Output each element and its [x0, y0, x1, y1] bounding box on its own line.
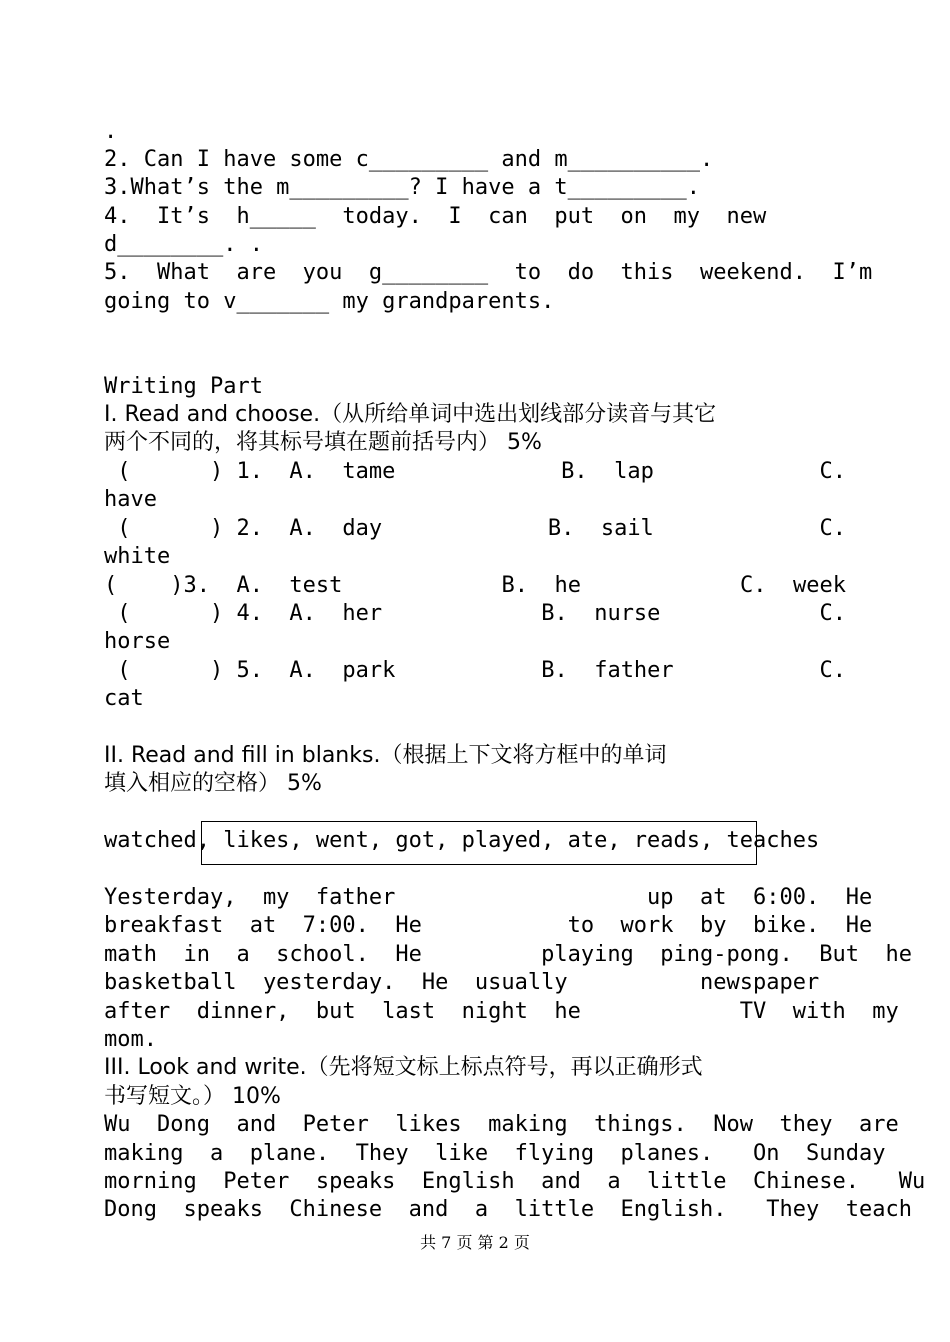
choice-item-2-b: B. sail [547, 516, 654, 541]
question-3: 3.What’s the m_________? I have a t_________. [104, 175, 701, 200]
passage-line: after dinner, but last night he TV with my [104, 999, 899, 1024]
section2-heading-line2: 填入相应的空格） 5% [104, 771, 322, 796]
choice-item-2-a: ( ) 2. A. day [104, 516, 383, 541]
choice-item-3 [104, 572, 846, 600]
passage-line: math in a school. He playing ping-pong. But he [104, 942, 912, 967]
passage-line: basketball yesterday. He usually newspaper [104, 970, 820, 995]
question-5-line2: going to v_______ my grandparents. [104, 289, 555, 314]
passage-line: mom. [104, 1027, 157, 1052]
choice-item-4 [104, 600, 846, 628]
choice-item-4-wrap: horse [104, 629, 171, 654]
section1-heading-line1: I. Read and choose.（从所给单词中选出划线部分读音与其它 [104, 402, 717, 427]
choice-item-1-c: C. [819, 459, 846, 484]
look-write-line: Wu Dong and Peter likes making things. Now they are [104, 1112, 899, 1137]
passage-line: Yesterday, my father up at 6:00. He [104, 885, 873, 910]
writing-part-title: Writing Part [104, 374, 263, 399]
section1-heading-line2: 两个不同的，将其标号填在题前括号内） 5% [104, 430, 542, 455]
choice-item-5 [104, 657, 846, 685]
choice-item-1-a: ( ) 1. A. tame [104, 459, 396, 484]
choice-item-2 [104, 515, 846, 543]
choice-item-5-a: ( ) 5. A. park [104, 658, 396, 683]
question-4-line2: d________. . [104, 232, 263, 257]
question-2: 2. Can I have some c_________ and m__________. [104, 147, 714, 172]
choice-item-1-wrap: have [104, 487, 157, 512]
question-4-line1: 4. It’s h_____ today. I can put on my new [104, 204, 767, 229]
question-5-line1: 5. What are you g________ to do this weekend. I’m [104, 260, 873, 285]
choice-item-5-c: C. [819, 658, 846, 683]
choice-item-2-wrap: white [104, 544, 171, 569]
choice-item-5-wrap: cat [104, 686, 144, 711]
choice-item-1 [104, 458, 846, 486]
choice-item-2-c: C. [819, 516, 846, 541]
word-box-text: watched, likes, went, got, played, ate, reads, teaches [104, 828, 820, 853]
section3-heading-line1: III. Look and write.（先将短文标上标点符号，再以正确形式 [104, 1055, 703, 1080]
look-write-line: making a plane. They like flying planes. On Sunday [104, 1141, 886, 1166]
section2-heading-line1: II. Read and fill in blanks.（根据上下文将方框中的单词 [104, 743, 667, 768]
choice-item-3-b: B. he [501, 573, 581, 598]
choice-item-3-a: ( )3. A. test [104, 573, 343, 598]
page-footer: 共 7 页 第 2 页 [420, 1233, 530, 1252]
section3-heading-line2: 书写短文。） 10% [104, 1084, 281, 1109]
choice-item-5-b: B. father [541, 658, 674, 683]
choice-item-4-a: ( ) 4. A. her [104, 601, 383, 626]
choice-item-4-b: B. nurse [541, 601, 661, 626]
choice-item-3-c: C. week [740, 573, 846, 598]
choice-item-1-b: B. lap [561, 459, 654, 484]
choice-item-4-c: C. [819, 601, 846, 626]
stray-dot: . [104, 119, 118, 144]
passage-line: breakfast at 7:00. He to work by bike. He [104, 913, 873, 938]
look-write-line: Dong speaks Chinese and a little English. They teach [104, 1197, 912, 1222]
look-write-line: morning Peter speaks English and a little Chinese. Wu [104, 1169, 926, 1194]
